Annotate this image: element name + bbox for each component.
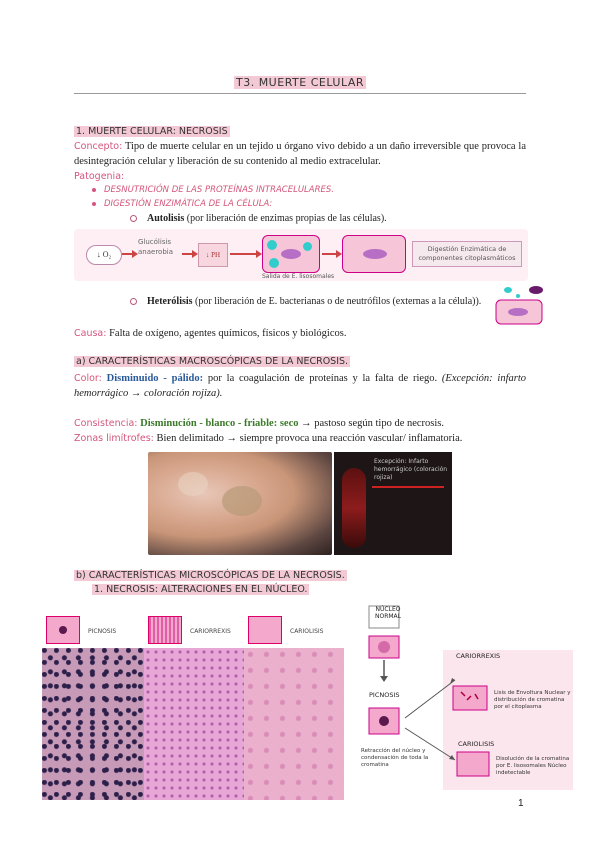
arrow-icon xyxy=(230,253,258,255)
section-a-heading: a) CARACTERÍSTICAS MACROSCÓPICAS DE LA NECROSIS. xyxy=(76,356,349,367)
cariolisis-description: Disolución de la cromatina por E. lisosomales Núcleo indetectable xyxy=(496,756,570,776)
picnosis-label: PICNOSIS xyxy=(369,691,400,699)
title-divider xyxy=(74,93,526,94)
section-b-subheading: 1. NECROSIS: ALTERACIONES EN EL NÚCLEO. xyxy=(94,584,308,595)
section1-heading: 1. MUERTE CELULAR: NECROSIS xyxy=(76,126,228,137)
cariorrexis-label: CARIORREXIS xyxy=(456,652,501,660)
picnosis-description: Retracción del núcleo y condensación de toda la cromatina xyxy=(361,748,429,768)
cariorrexis-histology-image xyxy=(144,648,244,800)
micro-label-cariorrexis: CARIORREXIS xyxy=(190,628,231,635)
cariorrexis-description: Lisis de Envoltura Nuclear y distribución de cromatina por el citoplasma xyxy=(494,690,571,710)
digestion-label: Digestión Enzimática de componentes citoplasmáticos xyxy=(412,241,522,267)
cariolisis-histology-image xyxy=(244,648,344,800)
concepto-paragraph: Concepto: Tipo de muerte celular en un tejido u órgano vivo debido a un daño irreversible que provoca la desintegración celular y liberación de su contenido al medio extracelular. xyxy=(74,141,526,167)
patogenia-bullet-2: DIGESTIÓN ENZIMÁTICA DE LA CÉLULA: xyxy=(92,199,272,209)
cariorrexis-thumb-icon xyxy=(148,616,182,644)
heterolisis-item: Heterólisis (por liberación de E. bacterianas o de neutrófilos (externas a la célula)). xyxy=(130,296,481,307)
lysosome-icon xyxy=(269,258,279,268)
patogenia-heading: Patogenia: xyxy=(74,171,125,182)
section-b-heading: b) CARACTERÍSTICAS MICROSCÓPICAS DE LA NECROSIS. xyxy=(76,570,345,581)
color-paragraph: Color: Disminuido - pálido: por la coagulación de proteínas y la falta de riego. (Excepción: infarto hemorrágico → coloración rojiza). xyxy=(74,373,527,399)
digested-cell-icon xyxy=(342,235,406,273)
arrow-icon xyxy=(322,253,338,255)
picnosis-thumb-icon xyxy=(46,616,80,644)
consistencia-paragraph: Consistencia: Disminución - blanco - friable: seco → pastoso según tipo de necrosis. xyxy=(74,418,445,429)
page-number: 1 xyxy=(518,798,524,809)
page-title: T3. MUERTE CELULAR xyxy=(235,76,365,89)
patogenia-bullet-1: DESNUTRICIÓN DE LAS PROTEÍNAS INTRACELULARES. xyxy=(92,185,334,195)
heterolisis-illustration xyxy=(488,284,548,326)
cariolisis-label: CARIOLISIS xyxy=(458,740,495,748)
autolisis-diagram xyxy=(74,229,528,281)
nucleus-icon xyxy=(363,249,387,259)
nucleo-normal-label: NÚCLEO NORMAL xyxy=(374,606,401,620)
lysosome-icon xyxy=(267,240,277,250)
o2-node: ↓ O₂ xyxy=(86,245,122,265)
glucolisis-label: Glucólisis anaerobia xyxy=(138,238,174,256)
underline-mark xyxy=(372,486,444,488)
ph-node: ↓ PH xyxy=(198,243,228,267)
cariorrexis-panel xyxy=(144,614,244,800)
concepto-label: Concepto: xyxy=(74,141,123,152)
arrow-icon xyxy=(122,253,134,255)
zonas-paragraph: Zonas limítrofes: Bien delimitado → siempre provoca una reacción vascular/ inflamatoria. xyxy=(74,433,463,444)
infarto-photo xyxy=(334,452,452,555)
cell-lysosome-icon xyxy=(262,235,320,273)
photo-caption: Excepción: Infarto hemorrágico (coloración rojiza) xyxy=(374,458,448,481)
micro-label-picnosis: PICNOSIS xyxy=(88,628,117,635)
lysosome-icon xyxy=(303,242,312,251)
autolisis-item: Autolisis (por liberación de enzimas propias de las células). xyxy=(130,213,387,224)
organ-image xyxy=(342,468,366,548)
micro-label-cariolisis: CARIOLISIS xyxy=(290,628,324,635)
causa-paragraph: Causa: Falta de oxígeno, agentes químicos, físicos y biológicos. xyxy=(74,328,347,339)
cariolisis-thumb-icon xyxy=(248,616,282,644)
picnosis-histology-image xyxy=(42,648,144,800)
cariolisis-panel xyxy=(244,614,344,800)
nucleus-icon xyxy=(281,249,301,259)
arrow-icon xyxy=(182,253,194,255)
salida-label: Salida de E. lisosomales xyxy=(262,273,335,280)
picnosis-panel xyxy=(42,614,144,800)
necrosis-macro-photo xyxy=(148,452,332,555)
